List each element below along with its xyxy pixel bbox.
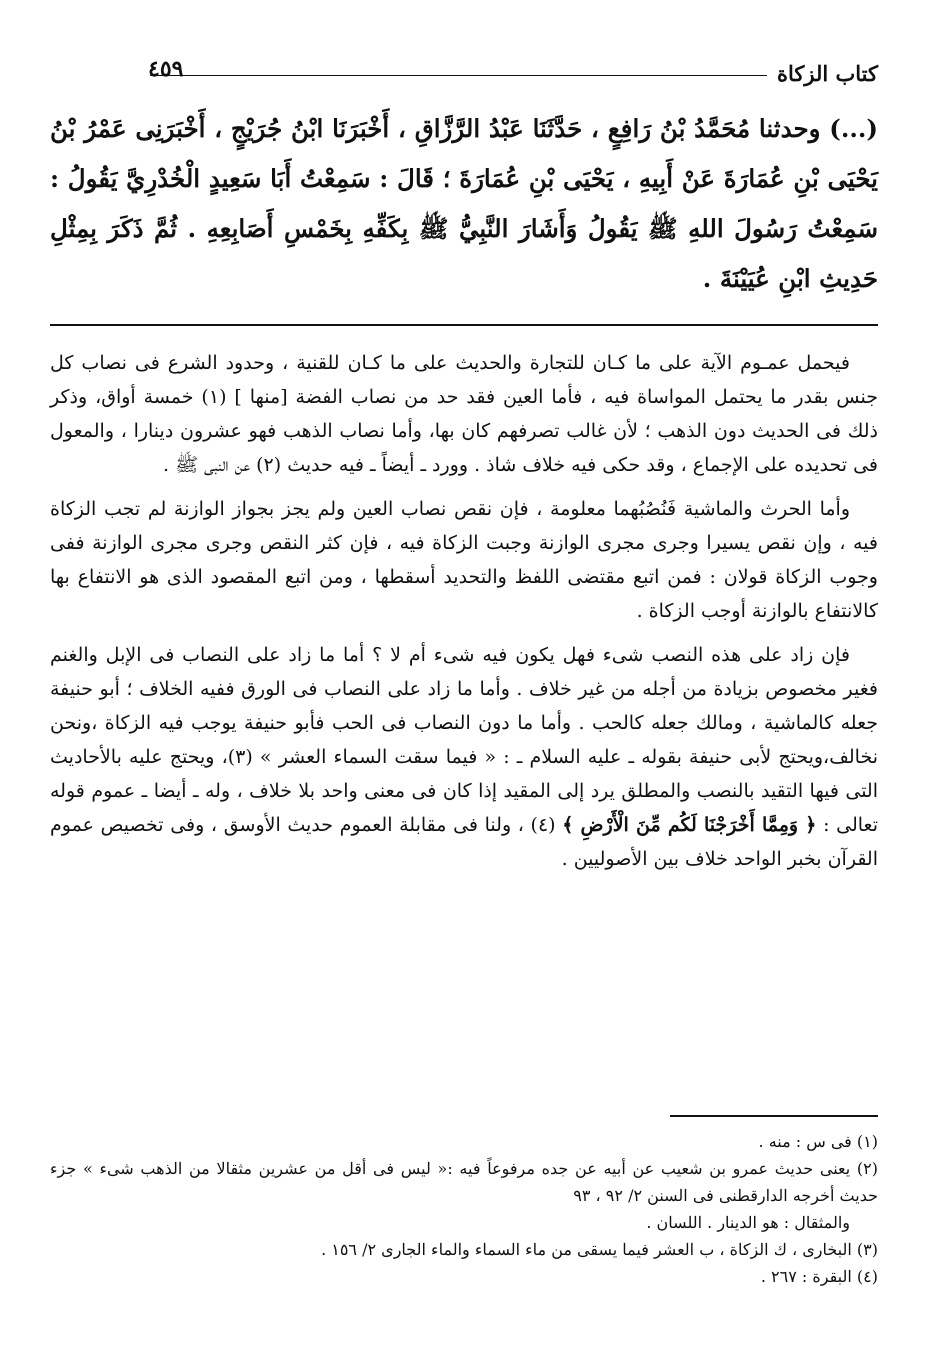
footnote-4: (٤) البقرة : ٢٦٧ . [760,1267,878,1286]
commentary-paragraph-3-text-end: (٤) ، ولنا فى مقابلة العموم حديث الأوسق ، وفى تخصيص عموم القرآن بخبر الواحد خلاف بين الأصوليين . [50,814,878,870]
book-title: كتاب الزكاة [776,60,878,86]
commentary-paragraph-2: وأما الحرث والماشية فَنُصُبُهما معلومة ، فإن نقص نصاب العين ولم يجز بجواز الوازنة لم تجب الزكاة فيه ، وإن نقص يسيرا وجرى مجرى الوازنة وجبت الزكاة فيه ، فإن كثر النقص وجرى مجرى الوازنة ففى وجوب الزكاة قولان : فمن اتبع مقتضى اللفظ والتحديد أسقطها ، ومن اتبع المقصود الذى هو الانتفاع بها كالانتفاع بالوازنة أوجب الزكاة . [50,498,878,622]
footnote-divider [670,1115,878,1117]
hadith-paragraph: (...) وحدثنا مُحَمَّدُ بْنُ رَافِعٍ ، حَدَّثَنَا عَبْدُ الرَّزَّاقِ ، أَخْبَرَنَا ابْنُ جُرَيْجٍ ، أَخْبَرَنِى عَمْرُ بْنُ يَحْيَى بْنِ عُمَارَةَ عَنْ أَبِيهِ ، يَحْيَى بْنِ عُمَارَةَ ؛ قَالَ : سَمِعْتُ أَبَا سَعِيدٍ الْخُدْرِيَّ يَقُولُ : سَمِعْتُ رَسُولَ اللهِ ﷺ يَقُولُ وَأَشَارَ النَّبِيُّ ﷺ بِكَفِّهِ بِخَمْسِ أَصَابِعِهِ . ثُمَّ ذَكَرَ بِمِثْلِ حَدِيثِ ابْنِ عُيَيْنَةَ . [50,114,878,293]
commentary-block [50,346,878,886]
commentary-paragraph-3-text: فإن زاد على هذه النصب شىء فهل يكون فيه شىء أم لا ؟ أما ما زاد على النصاب فى الإبل والغنم فغير مخصوص بزيادة من أجله من غير خلاف . وأما ما زاد على النصاب فى الورق ففيه الخلاف ؛ أبو حنيفة جعله كالماشية ، ومالك جعله كالحب . وأما ما دون النصاب فى الحب فأبو حنيفة يوجب فيه الزكاة ،ونحن نخالف،ويحتج لأبى حنيفة بقوله ـ عليه السلام ـ : « فيما سقت السماء العشر » (٣)، ويحتج عليه بالأحاديث التى فيها التقيد بالنصب والمطلق يرد إلى المقيد إذا كان فى معنى واحد بلا خلاف ، وله ـ أيضا ـ عموم قوله تعالى : [50,644,878,836]
running-head [150,56,878,90]
section-divider [50,324,878,326]
page-number: ٤٥٩ [148,56,184,82]
footnote-3: (٣) البخارى ، ك الزكاة ، ب العشر فيما يسقى من ماء السماء والماء الجارى ٢/ ١٥٦ . [321,1240,878,1259]
commentary-paragraph-3 [50,638,878,876]
header-rule [150,75,767,76]
footnote-1: (١) فى س : منه . [758,1132,878,1151]
footnotes-block [50,1128,878,1290]
commentary-paragraph-1: فيحمل عمـوم الآية على ما كـان للتجارة والحديث على ما كـان للقنية ، وحدود الشرع فى نصاب كل جنس بقدر ما يحتمل المواساة فيه ، فأما العين فقد حد من نصاب الفضة [منها ] (١) خمسة أواق، وذكر ذلك فى الحديث دون الذهب ؛ لأن غالب تصرفهم كان بها، وأما نصاب الذهب فهو عشرون دينارا ، والمعول فى تحديده على الإجماع ، وقد حكى فيه خلاف شاذ . وورد ـ أيضاً ـ فيه حديث (٢) عن النبى ﷺ . [50,352,878,476]
hadith-text-block [50,104,878,304]
quran-verse: ﴿ وَمِمَّا أَخْرَجْنَا لَكُم مِّنَ الْأَرْضِ ﴾ [562,814,817,836]
footnote-2-continuation: والمثقال : هو الدينار . اللسان . [646,1213,850,1232]
footnote-2: (٢) يعنى حديث عمرو بن شعيب عن أبيه عن جده مرفوعاً فيه :« ليس فى أقل من عشرين مثقالا من الذهب شىء » جزء حديث أخرجه الدارقطنى فى السنن ٢/ ٩٢ ، ٩٣ [50,1159,878,1205]
